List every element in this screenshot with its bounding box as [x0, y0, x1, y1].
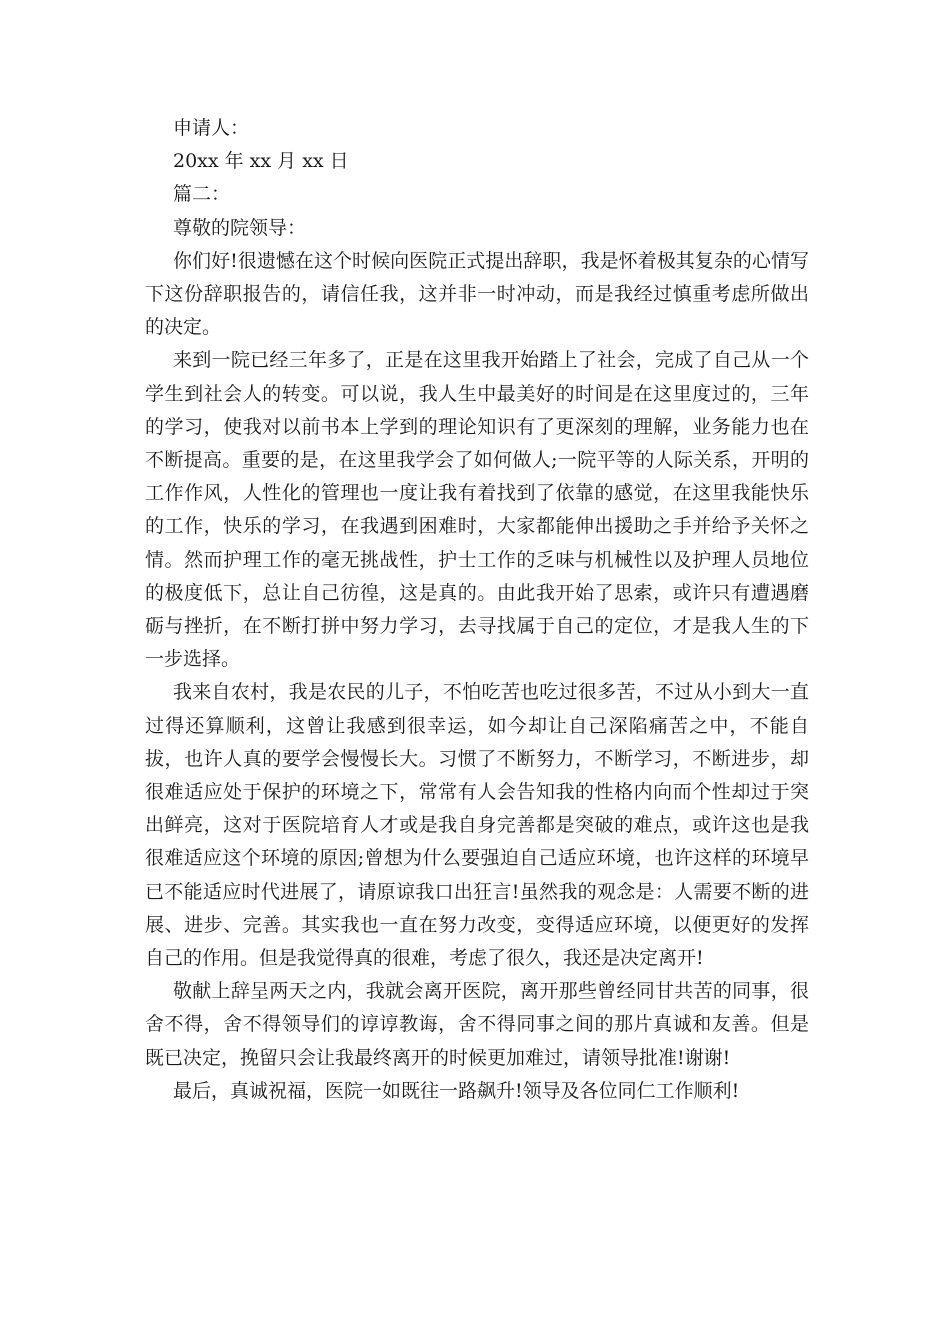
applicant-line: 申请人： — [173, 117, 250, 139]
paragraph: 敬献上辞呈两天之内，我就会离开医院，离开那些曾经同甘共苦的同事，很舍不得，舍不得领导们的谆谆教诲，舍不得同事之间的那片真诚和友善。但是既已决定，挽留只会让我最终离开的时候更加难过，请领导批准!谢谢! — [145, 980, 809, 1069]
paragraph: 你们好!很遗憾在这个时候向医院正式提出辞职，我是怀着极其复杂的心情写下这份辞职报告的，请信任我，这并非一时冲动，而是我经过慎重考虑所做出的决定。 — [145, 249, 809, 339]
paragraph: 我来自农村，我是农民的儿子，不怕吃苦也吃过很多苦，不过从小到大一直过得还算顺利，这曾让我感到很幸运，如今却让自己深陷痛苦之中，不能自拔，也许人真的要学会慢慢长大。习惯了不断努力，不断学习，不断进步，却很难适应处于保护的环境之下，常常有人会告知我的性格内向而个性却过于突出鲜亮，这对于医院培育人才或是我自身完善都是突破的难点，或许这也是我很难适应这个环境的原因;曾想为什么要强迫自己适应环境，也许这样的环境早已不能适应时代进展了，请原谅我口出狂言!虽然我的观念是：人需要不断的进展、进步、完善。其实我也一直在努力改变，变得适应环境，以便更好的发挥自己的作用。但是我觉得真的很难，考虑了很久，我还是决定离开! — [145, 681, 809, 970]
section-title: 篇二： — [173, 183, 231, 206]
paragraph: 来到一院已经三年多了，正是在这里我开始踏上了社会，完成了自己从一个学生到社会人的转变。可以说，我人生中最美好的时间是在这里度过的，三年的学习，使我对以前书本上学到的理论知识有了更深刻的理解，业务能力也在不断提高。重要的是，在这里我学会了如何做人;一院平等的人际关系，开明的工作作风，人性化的管理也一度让我有着找到了依靠的感觉，在这里我能快乐的工作，快乐的学习，在我遇到困难时，大家都能伸出援助之手并给予关怀之情。然而护理工作的毫无挑战性，护士工作的乏味与机械性以及护理人员地位的极度低下，总让自己彷徨，这是真的。由此我开始了思索，或许只有遭遇磨砺与挫折，在不断打拼中努力学习，去寻找属于自己的定位，才是我人生的下一步选择。 — [145, 349, 809, 671]
document-body — [145, 112, 809, 1108]
paragraph: 最后，真诚祝福，医院一如既往一路飙升!领导及各位同仁工作顺利! — [173, 1079, 740, 1102]
date-line: 20xx 年 xx 月 xx 日 — [173, 150, 349, 173]
salutation: 尊敬的院领导： — [173, 216, 307, 239]
